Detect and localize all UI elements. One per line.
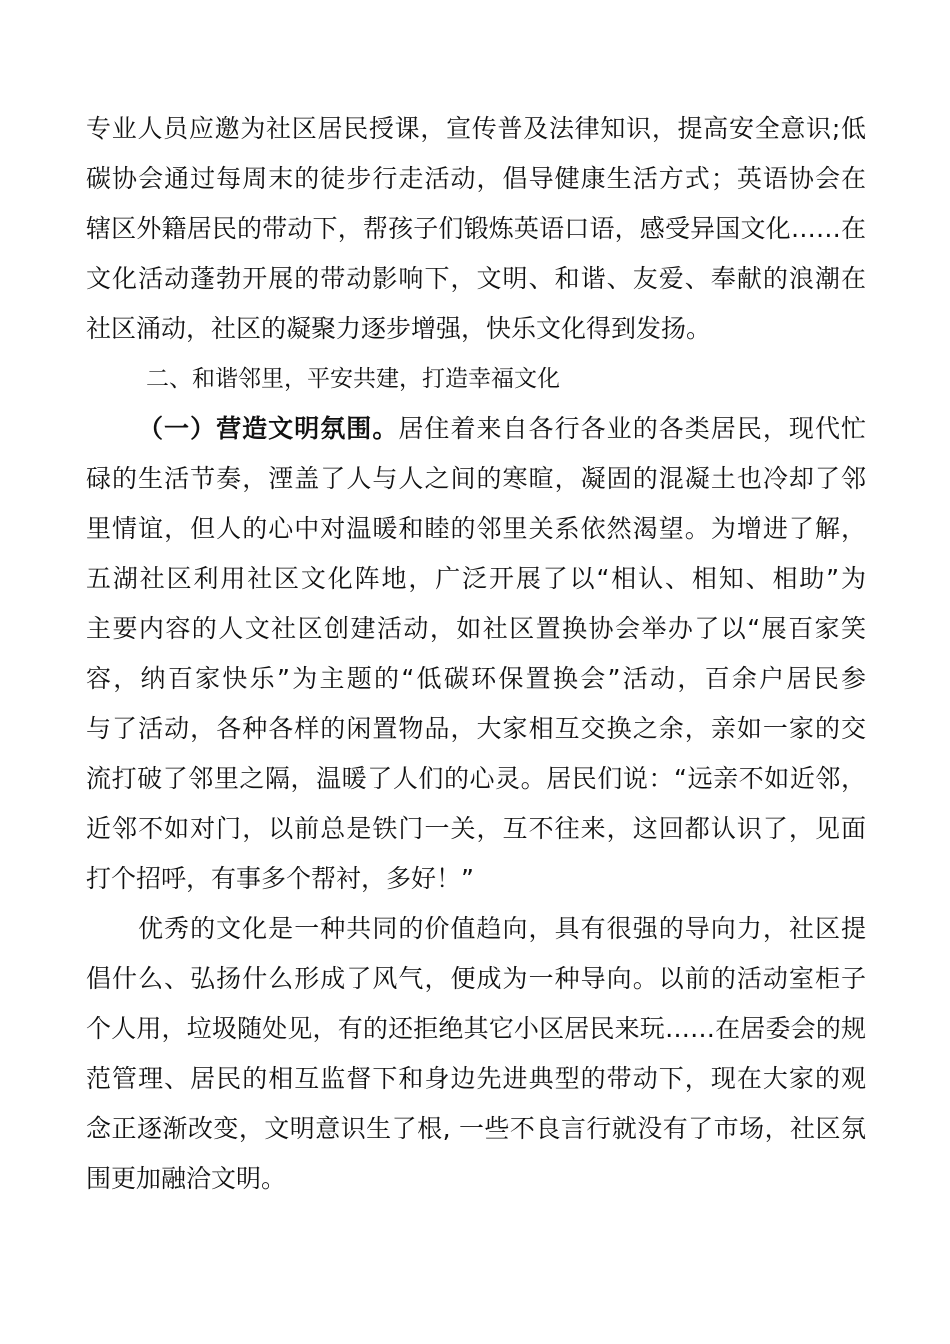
text-line: 五湖社区利用社区文化阵地，广泛开展了以“相认、相知、相助”为 (86, 564, 866, 593)
text-line: 近邻不如对门，以前总是铁门一关，互不往来，这回都认识了，见面 (86, 814, 866, 843)
subsection-title: （一）营造文明氛围。 (138, 414, 399, 443)
text-line: 与了活动，各种各样的闲置物品，大家相互交换之余，亲如一家的交 (86, 714, 866, 743)
text-line: 优秀的文化是一种共同的价值趋向，具有很强的导向力，社区提 (138, 914, 866, 943)
text-line: 碌的生活节奏，湮盖了人与人之间的寒暄，凝固的混凝土也冷却了邻 (86, 464, 866, 493)
subsection-paragraph (86, 404, 866, 904)
text-line: 碳协会通过每周末的徒步行走活动，倡导健康生活方式；英语协会在 (86, 164, 866, 193)
text-line: 主要内容的人文社区创建活动，如社区置换协会举办了以“展百家笑 (86, 614, 866, 643)
subsection-first-line (86, 404, 866, 454)
text-line: 范管理、居民的相互监督下和身边先进典型的带动下，现在大家的观 (86, 1064, 866, 1093)
text-line: 念正逐渐改变，文明意识生了根, 一些不良言行就没有了市场，社区氛 (86, 1114, 866, 1143)
text-run: 居住着来自各行各业的各类居民，现代忙 (398, 414, 866, 443)
section-heading: 二、和谐邻里，平安共建，打造幸福文化 (146, 366, 560, 392)
text-line: 文化活动蓬勃开展的带动影响下，文明、和谐、友爱、奉献的浪潮在 (86, 264, 866, 293)
text-line: 围更加融洽文明。 (86, 1164, 287, 1193)
text-line: 打个招呼，有事多个帮衬，多好！” (86, 864, 474, 893)
text-line: 容，纳百家快乐”为主题的“低碳环保置换会”活动，百余户居民参 (86, 664, 866, 693)
paragraph-culture (86, 904, 866, 1204)
text-line: 流打破了邻里之隔，温暖了人们的心灵。居民们说：“远亲不如近邻， (86, 764, 866, 793)
text-line: 社区涌动，社区的凝聚力逐步增强，快乐文化得到发扬。 (86, 314, 712, 343)
document-body (86, 104, 866, 1204)
text-line: 辖区外籍居民的带动下，帮孩子们锻炼英语口语，感受异国文化……在 (86, 214, 866, 243)
text-line: 里情谊，但人的心中对温暖和睦的邻里关系依然渴望。为增进了解， (86, 514, 866, 543)
text-line: 个人用，垃圾随处见，有的还拒绝其它小区居民来玩……在居委会的规 (86, 1014, 866, 1043)
text-line: 倡什么、弘扬什么形成了风气，便成为一种导向。以前的活动室柜子 (86, 964, 866, 993)
paragraph-intro (86, 104, 866, 354)
text-line: 专业人员应邀为社区居民授课，宣传普及法律知识，提高安全意识;低 (86, 114, 866, 143)
